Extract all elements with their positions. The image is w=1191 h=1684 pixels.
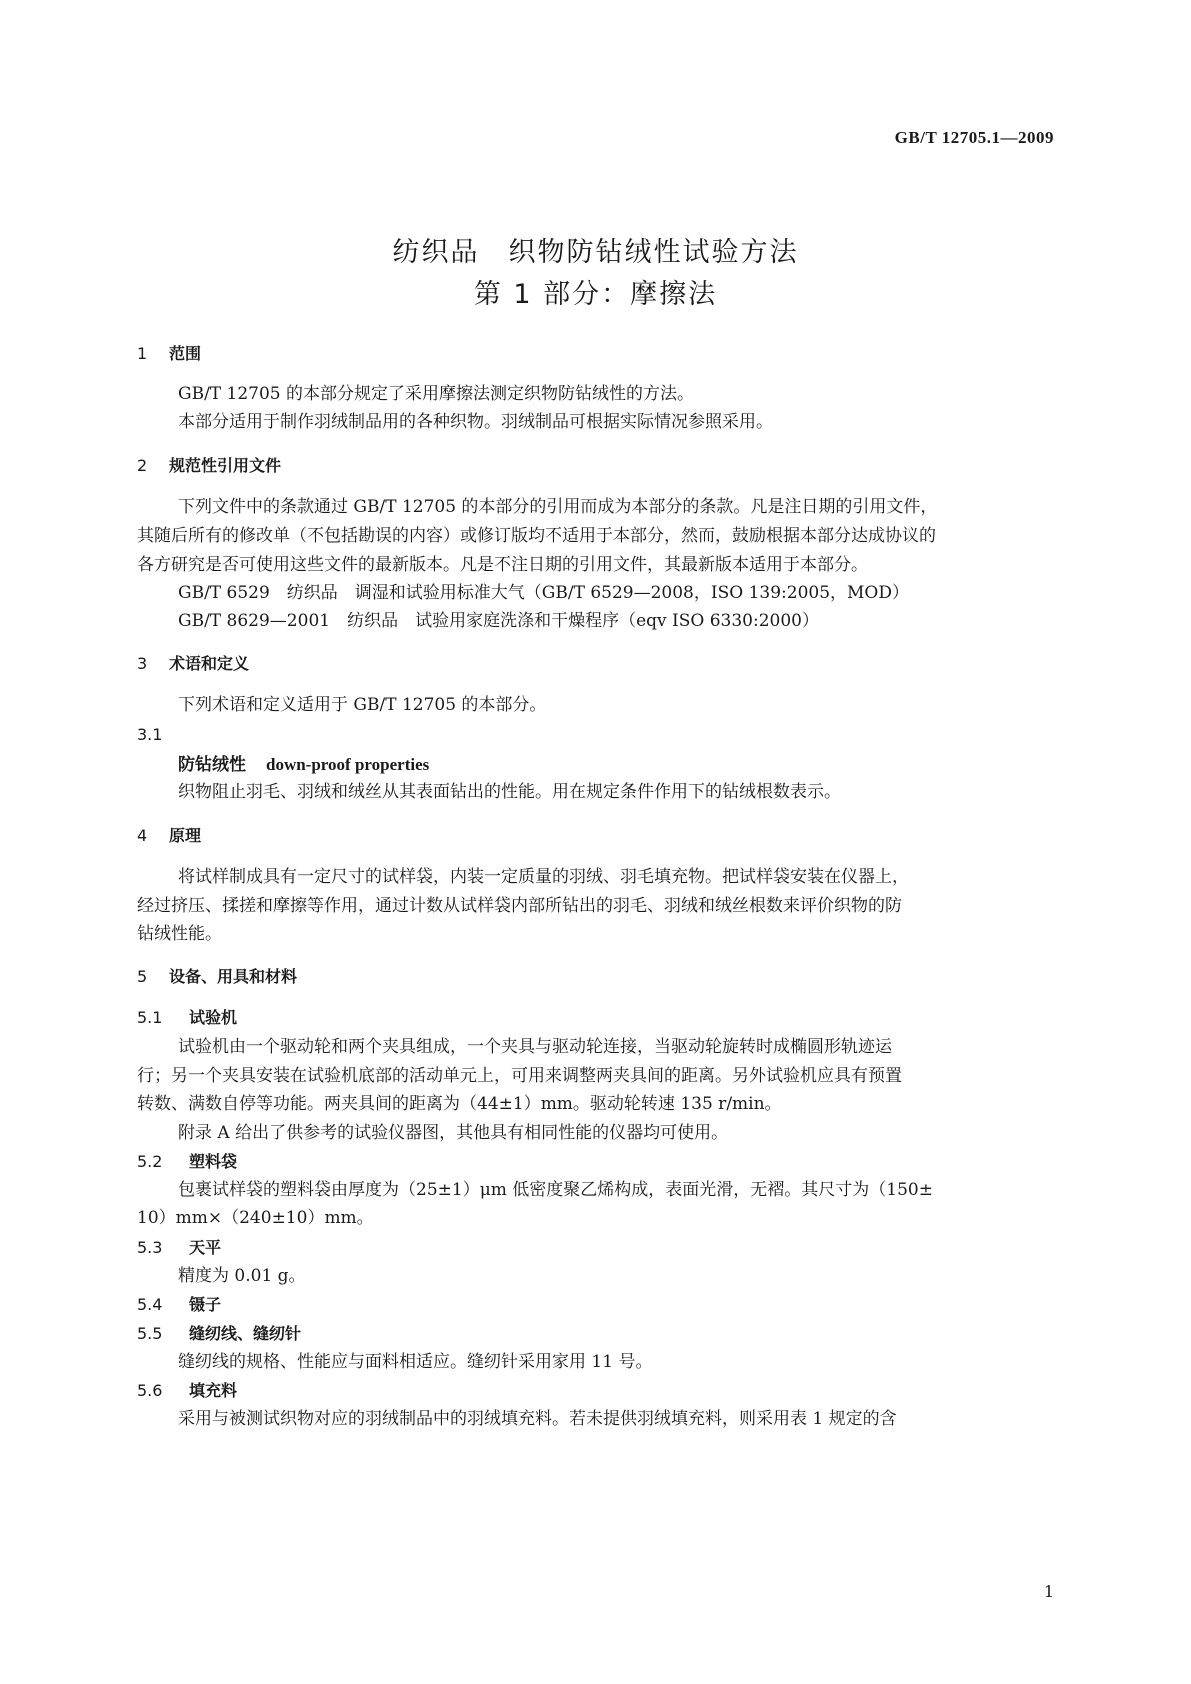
section-1-heading — [137, 346, 201, 362]
section-title: 范围 — [169, 344, 202, 363]
section-3-heading — [137, 656, 249, 672]
term-definition: 织物阻止羽毛、羽绒和绒丝从其表面钻出的性能。用在规定条件作用下的钻绒根数表示。 — [178, 782, 841, 802]
standard-code: GB/T 12705.1—2009 — [894, 128, 1054, 147]
subsection-5-2-heading — [137, 1154, 237, 1170]
section-2-paragraph-line-2: 其随后所有的修改单（不包括勘误的内容）或修订版均不适用于本部分，然而，鼓励根据本部分达成协议的 — [137, 526, 936, 546]
section-4-line-3: 钻绒性能。 — [137, 924, 222, 944]
section-5-heading — [137, 969, 297, 985]
section-number: 2 — [137, 456, 148, 475]
subsection-5-1-line-2: 行；另一个夹具安装在试验机底部的活动单元上，可用来调整两夹具间的距离。另外试验机应具有预置 — [137, 1066, 902, 1086]
subsection-5-6-text: 采用与被测试织物对应的羽绒制品中的羽绒填充料。若未提供羽绒填充料，则采用表 1 规定的含 — [178, 1409, 897, 1429]
normative-reference-1: GB/T 6529 纺织品 调湿和试验用标准大气（GB/T 6529—2008，ISO 139:2005，MOD） — [178, 583, 909, 603]
section-1-paragraph-2: 本部分适用于制作羽绒制品用的各种织物。羽绒制品可根据实际情况参照采用。 — [178, 412, 773, 432]
document-title-line2: 第 1 部分：摩擦法 — [473, 279, 718, 310]
subsection-5-1-line-3: 转数、满数自停等功能。两夹具间的距离为（44±1）mm。驱动轮转速 135 r/min。 — [137, 1094, 782, 1114]
subsection-number: 5.1 — [137, 1008, 163, 1027]
section-2-paragraph-line-3: 各方研究是否可使用这些文件的最新版本。凡是不注日期的引用文件，其最新版本适用于本部分。 — [137, 555, 868, 575]
section-2-paragraph-line-1: 下列文件中的条款通过 GB/T 12705 的本部分的引用而成为本部分的条款。凡是注日期的引用文件， — [178, 497, 938, 517]
subsection-title: 镊子 — [189, 1295, 222, 1314]
section-2-heading — [137, 458, 281, 474]
subsection-5-2-line-1: 包裹试样袋的塑料袋由厚度为（25±1）μm 低密度聚乙烯构成，表面光滑，无褶。其尺寸为（150± — [178, 1180, 933, 1200]
normative-reference-2: GB/T 8629—2001 纺织品 试验用家庭洗涤和干燥程序（eqv ISO 6330:2000） — [178, 611, 819, 631]
subsection-title: 试验机 — [189, 1008, 238, 1027]
subsection-5-1-heading — [137, 1010, 237, 1026]
subsection-title: 填充料 — [189, 1381, 238, 1400]
subsection-5-5-text: 缝纫线的规格、性能应与面料相适应。缝纫针采用家用 11 号。 — [178, 1352, 653, 1372]
subsection-3-1-number: 3.1 — [137, 725, 163, 744]
subsection-title: 缝纫线、缝纫针 — [189, 1324, 302, 1343]
subsection-number: 5.6 — [137, 1381, 163, 1400]
term-entry — [178, 756, 429, 774]
term-english: down-proof properties — [266, 755, 430, 774]
section-number: 1 — [137, 344, 148, 363]
subsection-5-3-heading — [137, 1240, 221, 1256]
page-number: 1 — [1043, 1582, 1054, 1601]
subsection-number: 5.2 — [137, 1152, 163, 1171]
section-title: 设备、用具和材料 — [169, 967, 298, 986]
section-4-heading — [137, 828, 201, 844]
section-4-line-2: 经过挤压、揉搓和摩擦等作用，通过计数从试样袋内部所钻出的羽毛、羽绒和绒丝根数来评价织物的防 — [137, 896, 902, 916]
subsection-5-4-heading — [137, 1297, 221, 1313]
subsection-number: 5.4 — [137, 1295, 163, 1314]
subsection-number: 5.5 — [137, 1324, 163, 1343]
section-number: 4 — [137, 826, 148, 845]
section-title: 术语和定义 — [169, 654, 250, 673]
section-4-line-1: 将试样制成具有一定尺寸的试样袋，内装一定质量的羽绒、羽毛填充物。把试样袋安装在仪器上， — [178, 867, 909, 887]
subsection-title: 塑料袋 — [189, 1152, 238, 1171]
section-1-paragraph-1: GB/T 12705 的本部分规定了采用摩擦法测定织物防钻绒性的方法。 — [178, 384, 695, 404]
subsection-5-1-paragraph-2: 附录 A 给出了供参考的试验仪器图，其他具有相同性能的仪器均可使用。 — [178, 1123, 729, 1143]
subsection-5-6-heading — [137, 1383, 237, 1399]
subsection-5-5-heading — [137, 1326, 301, 1342]
section-title: 规范性引用文件 — [169, 456, 282, 475]
subsection-5-3-text: 精度为 0.01 g。 — [178, 1266, 306, 1286]
subsection-number: 5.3 — [137, 1238, 163, 1257]
subsection-5-1-line-1: 试验机由一个驱动轮和两个夹具组成，一个夹具与驱动轮连接，当驱动轮旋转时成椭圆形轨迹运 — [178, 1037, 892, 1057]
subsection-title: 天平 — [189, 1238, 222, 1257]
subsection-5-2-line-2: 10）mm×（240±10）mm。 — [137, 1208, 374, 1228]
section-number: 3 — [137, 654, 148, 673]
section-title: 原理 — [169, 826, 202, 845]
section-3-paragraph: 下列术语和定义适用于 GB/T 12705 的本部分。 — [178, 695, 547, 715]
document-title-line1: 纺织品 织物防钻绒性试验方法 — [392, 237, 799, 268]
term-chinese: 防钻绒性 — [178, 755, 246, 775]
section-number: 5 — [137, 967, 148, 986]
